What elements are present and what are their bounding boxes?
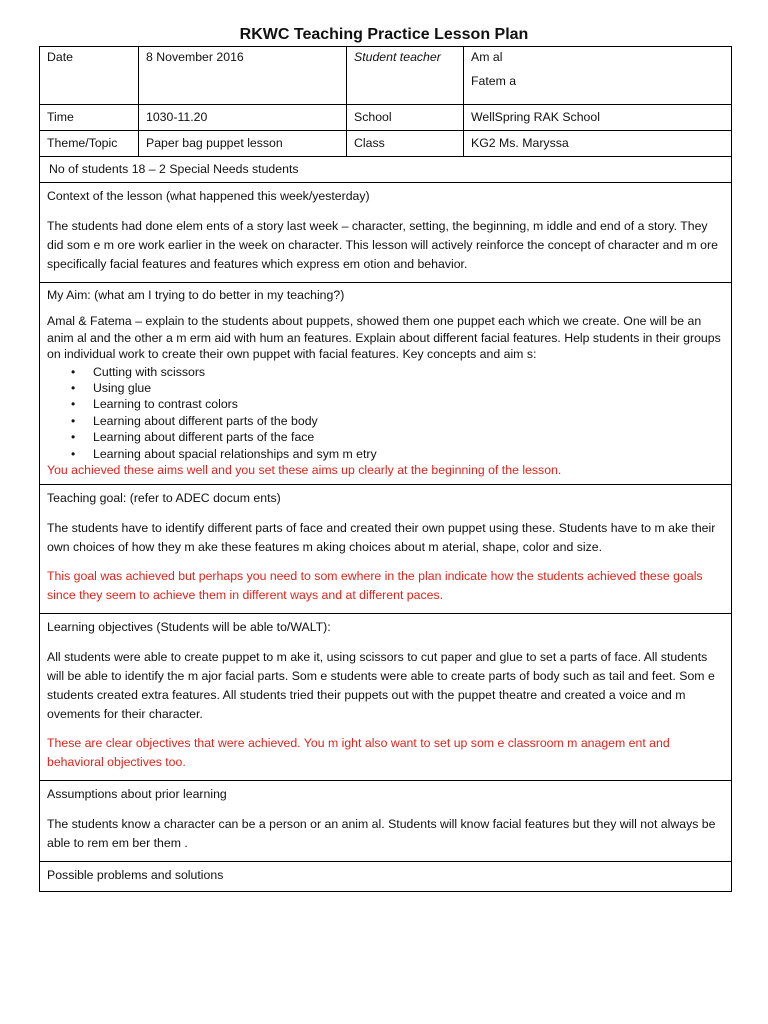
date-value: 8 November 2016 (139, 47, 347, 105)
list-item: • Learning to contrast colors (93, 396, 725, 412)
objectives-feedback: These are clear objectives that were achieved. You m ight also want to set up som e classroom m anagem ent and behavioral objectives too. (47, 735, 670, 769)
page-title: RKWC Teaching Practice Lesson Plan (239, 26, 529, 43)
student-teacher-2: Fatem a (471, 74, 517, 88)
aims-list (47, 364, 725, 462)
aim-text: Amal & Fatema – explain to the students about puppets, showed them one puppet each which we create. One will be an anim al and the other a m erm aid with hum an features. Explain about different facial features. Help students in their groups on individual work to create their own puppet with facial features. Key concepts and aim s: (47, 314, 721, 361)
aim-feedback: You achieved these aims well and you set these aims up clearly at the beginning of the lesson. (47, 462, 562, 477)
lesson-plan-table (39, 46, 732, 892)
list-item: • Learning about different parts of the face (93, 429, 725, 445)
objectives-heading: Learning objectives (Students will be able to/WALT): (47, 619, 331, 634)
theme-label: Theme/Topic (40, 131, 139, 157)
school-value: WellSpring RAK School (464, 105, 732, 131)
row-assumptions (40, 780, 732, 861)
row-teaching-goal (40, 484, 732, 613)
school-label: School (347, 105, 464, 131)
teaching-goal-heading: Teaching goal: (refer to ADEC docum ents) (47, 490, 281, 505)
class-label: Class (347, 131, 464, 157)
student-teacher-label: Student teacher (347, 47, 464, 105)
row-time (40, 105, 732, 131)
students-count: No of students 18 – 2 Special Needs students (40, 157, 732, 183)
list-item: • Learning about different parts of the body (93, 413, 725, 429)
class-value: KG2 Ms. Maryssa (464, 131, 732, 157)
objectives-text: All students were able to create puppet to m ake it, using scissors to cut paper and glue to set a parts of face. All students will be able to identify the m ajor facial parts. Som e students were able to create parts of body such as tail and feet. Som e students created extra features. All students tried their puppets out with the puppet theatre and created a voice and m ovements for their character. (47, 649, 715, 721)
student-teacher-value (464, 47, 732, 105)
row-date (40, 47, 732, 105)
row-theme (40, 131, 732, 157)
context-text: The students had done elem ents of a story last week – character, setting, the beginning, m iddle and end of a story. They did som e m ore work earlier in the week on character. This lesson will actively reinforce the concept of character and m ore specifically facial features and features which express em otion and behavior. (47, 219, 718, 271)
student-teacher-1: Am al (471, 50, 503, 64)
list-item: • Learning about spacial relationships and sym m etry (93, 446, 725, 462)
row-problems (40, 861, 732, 891)
row-aim (40, 283, 732, 485)
list-item: • Cutting with scissors (93, 364, 725, 380)
row-objectives (40, 613, 732, 780)
theme-value: Paper bag puppet lesson (139, 131, 347, 157)
time-label: Time (40, 105, 139, 131)
problems-heading: Possible problems and solutions (47, 867, 224, 882)
context-heading: Context of the lesson (what happened this week/yesterday) (47, 189, 370, 203)
assumptions-text: The students know a character can be a person or an anim al. Students will know facial features but they will not always be able to rem em ber them . (47, 816, 716, 850)
aim-heading: My Aim: (what am I trying to do better in my teaching?) (47, 288, 345, 302)
list-item: • Using glue (93, 380, 725, 396)
time-value: 1030-11.20 (139, 105, 347, 131)
assumptions-heading: Assumptions about prior learning (47, 786, 227, 801)
row-context (40, 183, 732, 283)
date-label: Date (40, 47, 139, 105)
row-students (40, 157, 732, 183)
teaching-goal-text: The students have to identify different parts of face and created their own puppet using these. Students have to m ake their own choices of how they m ake these features m aking choices about m aterial, shape, color and size. (47, 520, 716, 554)
teaching-goal-feedback: This goal was achieved but perhaps you need to som ewhere in the plan indicate how the students achieved these goals since they seem to achieve them in different ways and at different paces. (47, 568, 703, 602)
